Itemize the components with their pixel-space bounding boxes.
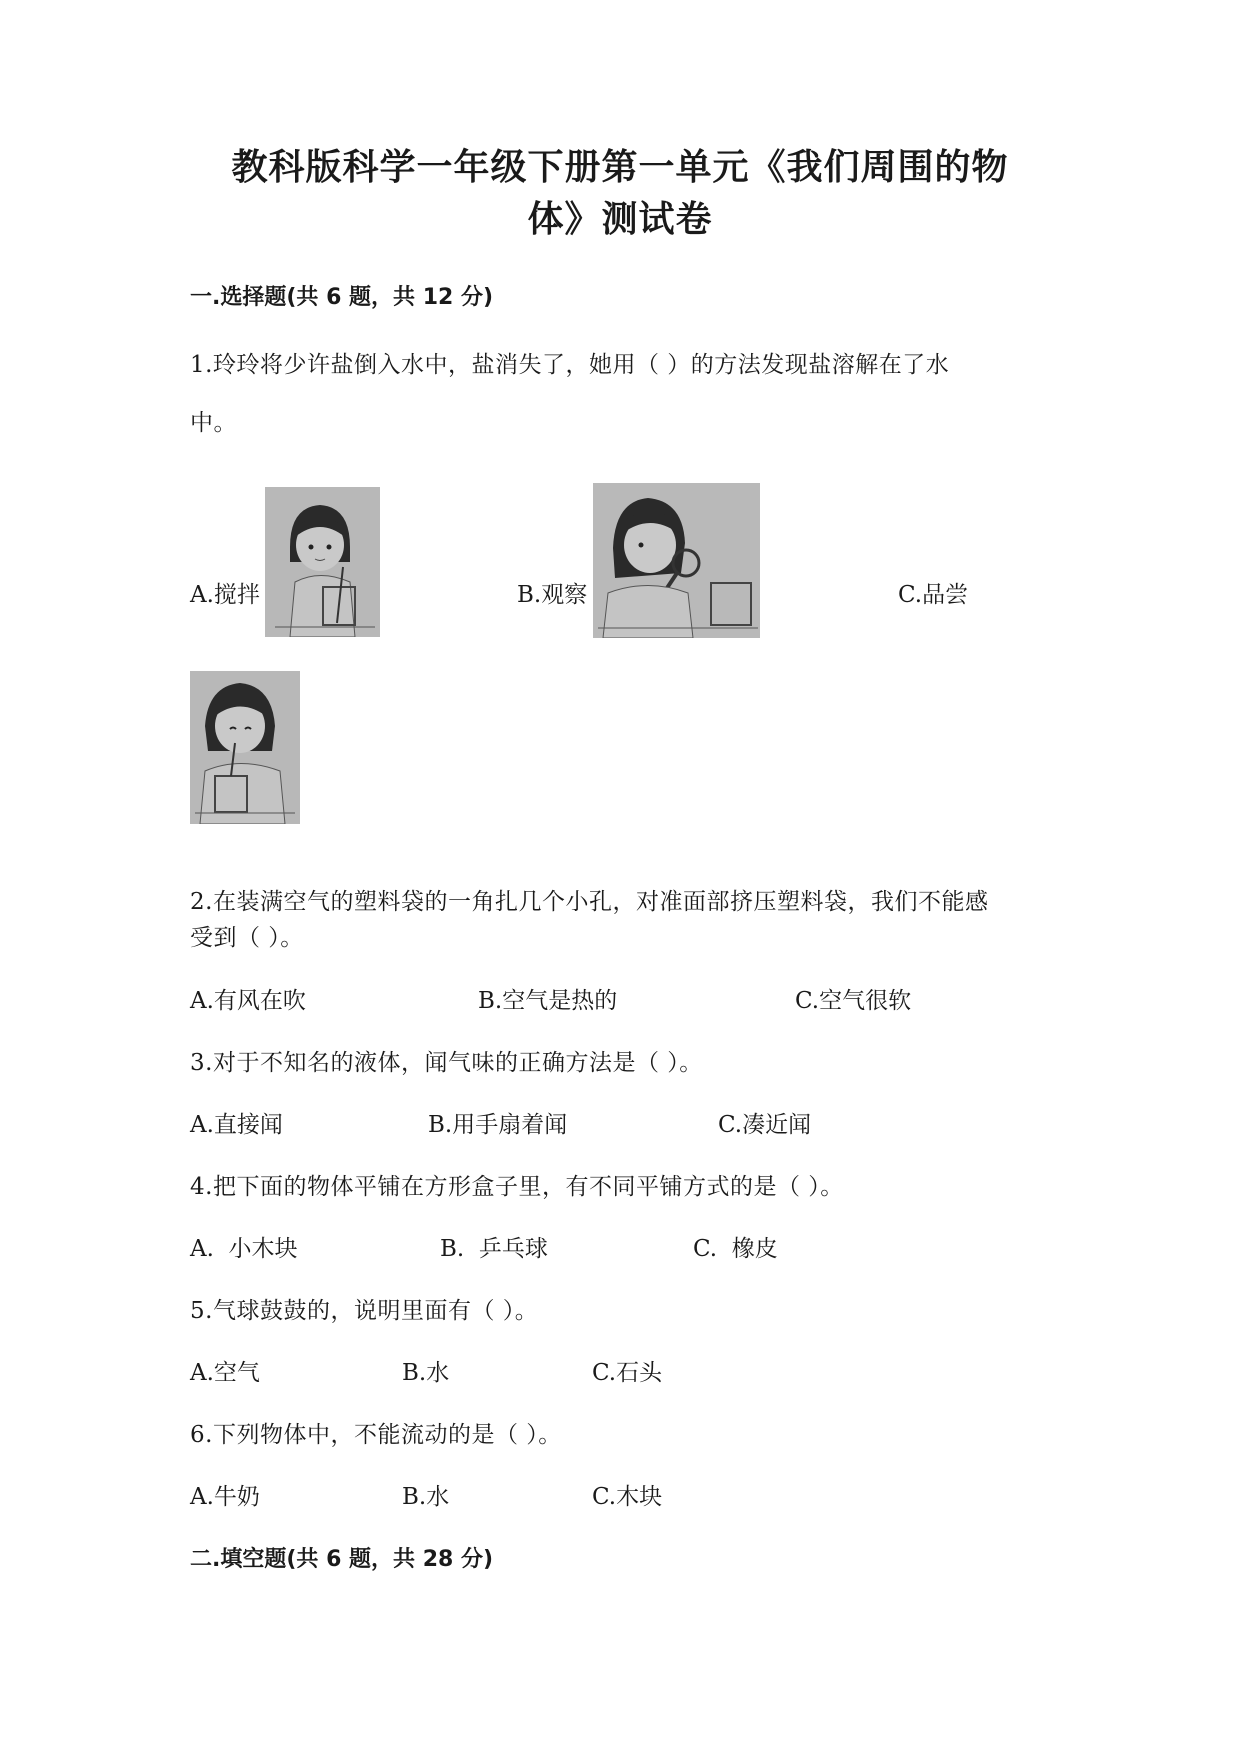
question-2-line-1: 2.在装满空气的塑料袋的一角扎几个小孔，对准面部挤压塑料袋，我们不能感: [190, 889, 989, 915]
q1-option-a: A.搅拌: [190, 582, 260, 608]
section-heading-choice: 一.选择题(共 6 题，共 12 分): [190, 285, 494, 310]
tasting-girl-image: [190, 671, 300, 824]
q4-option-b: B. 乒乓球: [440, 1236, 548, 1262]
q3-option-c: C.凑近闻: [718, 1112, 812, 1138]
q5-option-a: A.空气: [190, 1360, 260, 1386]
q2-option-b: B.空气是热的: [478, 988, 618, 1014]
question-1-line-2: 中。: [190, 410, 237, 436]
q3-option-b: B.用手扇着闻: [428, 1112, 568, 1138]
q5-option-b: B.水: [402, 1360, 450, 1386]
q1-option-c: C.品尝: [898, 582, 969, 608]
q6-option-b: B.水: [402, 1484, 450, 1510]
question-5: 5.气球鼓鼓的，说明里面有（ ）。: [190, 1298, 539, 1324]
q5-option-c: C.石头: [592, 1360, 663, 1386]
q1-option-b: B.观察: [517, 582, 588, 608]
title-line-2: 体》测试卷: [527, 199, 713, 240]
question-1-line-1: 1.玲玲将少许盐倒入水中，盐消失了，她用（ ）的方法发现盐溶解在了水: [190, 352, 950, 378]
question-3: 3.对于不知名的液体，闻气味的正确方法是（ ）。: [190, 1050, 703, 1076]
question-2-line-2: 受到（ ）。: [190, 925, 304, 951]
q6-option-a: A.牛奶: [190, 1484, 260, 1510]
section-heading-fill: 二.填空题(共 6 题，共 28 分): [190, 1547, 494, 1572]
q4-option-c: C. 橡皮: [693, 1236, 778, 1262]
q2-option-c: C.空气很软: [795, 988, 912, 1014]
question-1: [190, 336, 1070, 452]
q2-option-a: A.有风在吹: [190, 988, 306, 1014]
page-title: [140, 142, 1100, 246]
q3-option-a: A.直接闻: [190, 1112, 283, 1138]
question-6: 6.下列物体中，不能流动的是（ ）。: [190, 1422, 562, 1448]
stirring-girl-image: [265, 487, 380, 637]
observing-girl-image: [593, 483, 760, 638]
question-2: [190, 884, 1070, 956]
title-line-1: 教科版科学一年级下册第一单元《我们周围的物: [231, 147, 1009, 188]
question-4: 4.把下面的物体平铺在方形盒子里，有不同平铺方式的是（ ）。: [190, 1174, 844, 1200]
q4-option-a: A. 小木块: [190, 1236, 298, 1262]
q6-option-c: C.木块: [592, 1484, 663, 1510]
